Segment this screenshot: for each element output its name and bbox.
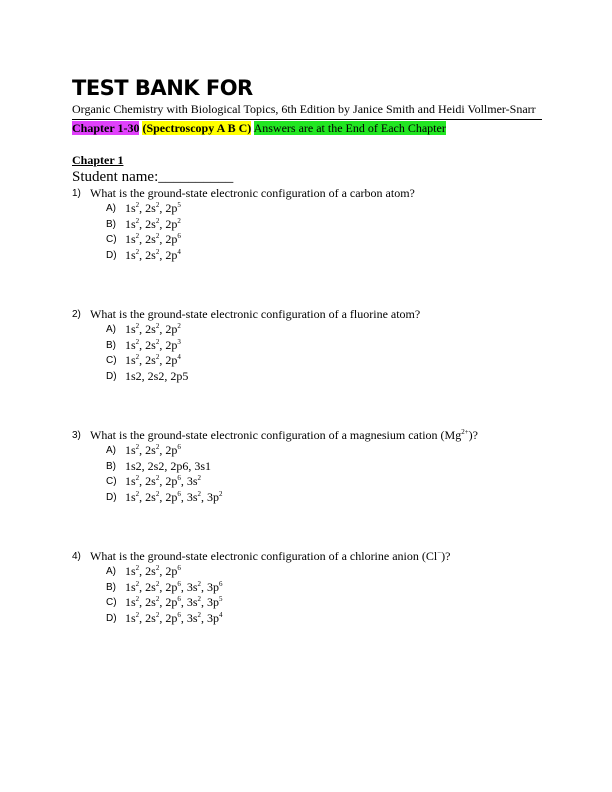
option-text xyxy=(125,248,181,264)
option-part: , 3s xyxy=(180,610,198,625)
question-stem xyxy=(72,186,542,201)
option-part: , 2p xyxy=(159,337,178,352)
answer-option xyxy=(106,338,542,354)
option-part: 1s xyxy=(125,322,136,336)
question-text xyxy=(90,428,478,443)
option-letter: C) xyxy=(106,355,117,366)
option-part: , 2s xyxy=(139,595,156,609)
option-part: , 2s xyxy=(139,610,156,625)
option-text xyxy=(125,611,223,627)
option-text xyxy=(125,474,201,490)
answers-note-highlight: Answers are at the End of Each Chapter xyxy=(253,121,446,135)
question-text xyxy=(90,549,451,564)
option-part: 1s xyxy=(125,564,136,578)
question-text: What is the ground-state electronic configuration of a fluorine atom? xyxy=(90,307,421,321)
option-part: 1s xyxy=(125,489,136,504)
answer-option xyxy=(106,459,542,475)
spectroscopy-highlight: (Spectroscopy A B C) xyxy=(142,121,252,135)
option-superscript: 6 xyxy=(177,564,181,572)
option-part: , 2p xyxy=(159,201,178,215)
option-part: , 2s xyxy=(139,232,156,246)
option-part: 1s xyxy=(125,353,136,367)
option-part: , 3s xyxy=(180,595,198,609)
option-part: , 2s xyxy=(139,564,156,578)
option-part: 1s xyxy=(125,595,136,609)
answer-option xyxy=(106,490,542,506)
option-part: , 2p xyxy=(159,564,178,578)
option-part: , 3p xyxy=(201,489,220,504)
option-letter: D) xyxy=(106,491,117,503)
option-part: , 3s xyxy=(180,489,198,504)
answer-option xyxy=(106,322,542,338)
option-text xyxy=(125,338,181,354)
question-stem xyxy=(72,307,542,322)
answer-option xyxy=(106,564,542,580)
option-part: 1s xyxy=(125,201,136,215)
option-letter: A) xyxy=(106,445,116,456)
option-text xyxy=(125,217,181,233)
option-part: , 2p xyxy=(159,610,178,625)
option-text xyxy=(125,353,181,369)
option-superscript: 2 xyxy=(135,489,140,498)
option-superscript: 2 xyxy=(155,443,160,451)
option-superscript: 2 xyxy=(135,247,140,256)
option-superscript: 2 xyxy=(135,232,140,240)
question-text-superscript: 2+ xyxy=(461,428,469,436)
option-superscript: 6 xyxy=(177,610,181,619)
answer-options xyxy=(106,564,542,626)
option-part: , 3p xyxy=(201,595,220,609)
option-letter: A) xyxy=(106,324,116,335)
option-part: , 2s xyxy=(139,353,156,367)
option-superscript: 2 xyxy=(135,337,140,346)
option-superscript: 2 xyxy=(135,216,140,225)
option-superscript: 2 xyxy=(197,595,202,603)
option-superscript: 2 xyxy=(135,564,140,572)
answer-options xyxy=(106,443,542,505)
answer-option xyxy=(106,611,542,627)
option-superscript: 2 xyxy=(155,474,160,482)
option-superscript: 2 xyxy=(177,322,181,330)
option-part: 1s xyxy=(125,474,136,488)
option-part: 1s xyxy=(125,247,136,262)
option-superscript: 6 xyxy=(219,579,223,588)
option-part: 1s xyxy=(125,232,136,246)
answer-options xyxy=(106,201,542,263)
option-superscript: 6 xyxy=(177,474,181,482)
option-superscript: 2 xyxy=(155,579,160,588)
book-subtitle: Organic Chemistry with Biological Topics, 6th Edition by Janice Smith and Heidi Vollmer-Snarr xyxy=(72,102,536,116)
option-part: 1s2, 2s2, 2p5 xyxy=(125,368,189,383)
option-superscript: 6 xyxy=(177,595,181,603)
option-superscript: 2 xyxy=(155,353,160,361)
answer-option xyxy=(106,369,542,385)
option-superscript: 5 xyxy=(177,201,181,209)
option-superscript: 6 xyxy=(177,489,181,498)
chapter-range-highlight: Chapter 1-30 xyxy=(72,121,140,135)
option-letter: A) xyxy=(106,566,116,577)
chapter-heading: Chapter 1 xyxy=(72,153,124,167)
question-text-after: )? xyxy=(468,428,478,442)
option-superscript: 2 xyxy=(197,489,202,498)
option-part: , 2s xyxy=(139,216,156,231)
option-part: 1s2, 2s2, 2p6, 3s1 xyxy=(125,458,212,473)
option-part: , 3s xyxy=(180,579,198,594)
page-title: TEST BANK FOR xyxy=(72,76,253,100)
option-superscript: 4 xyxy=(177,247,181,256)
question-4 xyxy=(72,549,542,626)
option-superscript: 2 xyxy=(155,201,160,209)
option-letter: D) xyxy=(106,612,117,624)
question-spacer xyxy=(72,384,542,428)
option-text xyxy=(125,232,181,248)
option-superscript: 5 xyxy=(219,595,223,603)
chapter-range-line xyxy=(72,121,542,135)
option-part: 1s xyxy=(125,610,136,625)
option-superscript: 2 xyxy=(135,443,140,451)
option-part: , 2s xyxy=(139,474,156,488)
option-superscript: 2 xyxy=(135,474,140,482)
option-part: , 2p xyxy=(159,216,178,231)
option-part: , 2s xyxy=(139,337,156,352)
option-letter: A) xyxy=(106,203,116,214)
option-part: , 2p xyxy=(159,595,178,609)
option-part: , 2s xyxy=(139,247,156,262)
student-name-field: Student name:__________ xyxy=(72,169,234,185)
option-part: , 2p xyxy=(159,322,178,336)
option-text xyxy=(125,369,188,385)
question-stem xyxy=(72,549,542,564)
option-superscript: 2 xyxy=(177,216,181,225)
question-number: 3) xyxy=(72,430,81,441)
option-superscript: 2 xyxy=(155,610,160,619)
question-stem xyxy=(72,428,542,443)
question-text: What is the ground-state electronic configuration of a carbon atom? xyxy=(90,186,415,200)
question-2 xyxy=(72,307,542,384)
option-superscript: 2 xyxy=(155,216,160,225)
option-superscript: 2 xyxy=(135,610,140,619)
option-superscript: 2 xyxy=(135,322,140,330)
option-letter: B) xyxy=(106,339,116,351)
option-superscript: 2 xyxy=(155,595,160,603)
option-superscript: 4 xyxy=(177,353,181,361)
option-superscript: 2 xyxy=(135,595,140,603)
answer-option xyxy=(106,353,542,369)
answer-option xyxy=(106,595,542,611)
answer-options xyxy=(106,322,542,384)
option-part: 1s xyxy=(125,337,136,352)
option-part: 1s xyxy=(125,216,136,231)
option-superscript: 2 xyxy=(197,474,202,482)
option-superscript: 2 xyxy=(197,610,202,619)
option-superscript: 2 xyxy=(197,579,202,588)
option-superscript: 6 xyxy=(177,443,181,451)
question-1 xyxy=(72,186,542,263)
option-part: , 3p xyxy=(201,579,220,594)
answer-option xyxy=(106,217,542,233)
option-letter: C) xyxy=(106,597,117,608)
option-part: , 3s xyxy=(180,474,198,488)
answer-option xyxy=(106,201,542,217)
question-text-superscript: − xyxy=(437,549,442,557)
option-part: , 2s xyxy=(139,443,156,457)
option-part: , 2s xyxy=(139,489,156,504)
answer-option xyxy=(106,443,542,459)
option-part: , 2p xyxy=(159,474,178,488)
question-list xyxy=(72,186,542,626)
question-text-after: )? xyxy=(441,549,451,563)
option-part: , 2s xyxy=(139,201,156,215)
option-superscript: 6 xyxy=(177,579,181,588)
question-spacer xyxy=(72,263,542,307)
option-superscript: 2 xyxy=(155,337,160,346)
option-letter: D) xyxy=(106,370,117,382)
option-part: , 2p xyxy=(159,579,178,594)
option-superscript: 6 xyxy=(177,232,181,240)
option-part: , 3p xyxy=(201,610,220,625)
question-text-before: What is the ground-state electronic configuration of a chlorine anion (Cl xyxy=(90,549,438,563)
option-part: , 2p xyxy=(159,353,178,367)
option-letter: B) xyxy=(106,460,116,472)
option-superscript: 2 xyxy=(155,247,160,256)
option-text xyxy=(125,490,223,506)
question-spacer xyxy=(72,505,542,549)
option-text xyxy=(125,564,181,580)
answer-option xyxy=(106,232,542,248)
option-letter: D) xyxy=(106,249,117,261)
option-part: 1s xyxy=(125,443,136,457)
option-text xyxy=(125,201,181,217)
option-letter: C) xyxy=(106,234,117,245)
question-number: 4) xyxy=(72,551,81,562)
option-letter: B) xyxy=(106,218,116,230)
option-part: , 2p xyxy=(159,489,178,504)
option-part: , 2s xyxy=(139,579,156,594)
option-superscript: 2 xyxy=(155,232,160,240)
option-superscript: 2 xyxy=(135,579,140,588)
option-letter: C) xyxy=(106,476,117,487)
option-part: , 2p xyxy=(159,232,178,246)
option-text xyxy=(125,580,223,596)
option-part: 1s xyxy=(125,579,136,594)
option-superscript: 2 xyxy=(155,489,160,498)
option-text xyxy=(125,459,211,475)
option-letter: B) xyxy=(106,581,116,593)
question-number: 2) xyxy=(72,309,81,320)
option-part: , 2s xyxy=(139,322,156,336)
answer-option xyxy=(106,474,542,490)
question-3 xyxy=(72,428,542,505)
option-part: , 2p xyxy=(159,247,178,262)
option-text xyxy=(125,443,181,459)
option-superscript: 2 xyxy=(155,564,160,572)
option-superscript: 3 xyxy=(177,337,181,346)
option-superscript: 4 xyxy=(219,610,223,619)
question-text-before: What is the ground-state electronic configuration of a magnesium cation (Mg xyxy=(90,428,462,442)
option-superscript: 2 xyxy=(135,201,140,209)
option-superscript: 2 xyxy=(155,322,160,330)
option-superscript: 2 xyxy=(135,353,140,361)
document-page xyxy=(72,76,542,626)
option-text xyxy=(125,322,181,338)
header-divider xyxy=(72,119,542,120)
answer-option xyxy=(106,248,542,264)
question-number: 1) xyxy=(72,188,81,199)
option-text xyxy=(125,595,223,611)
option-part: , 2p xyxy=(159,443,178,457)
option-superscript: 2 xyxy=(219,489,223,498)
answer-option xyxy=(106,580,542,596)
